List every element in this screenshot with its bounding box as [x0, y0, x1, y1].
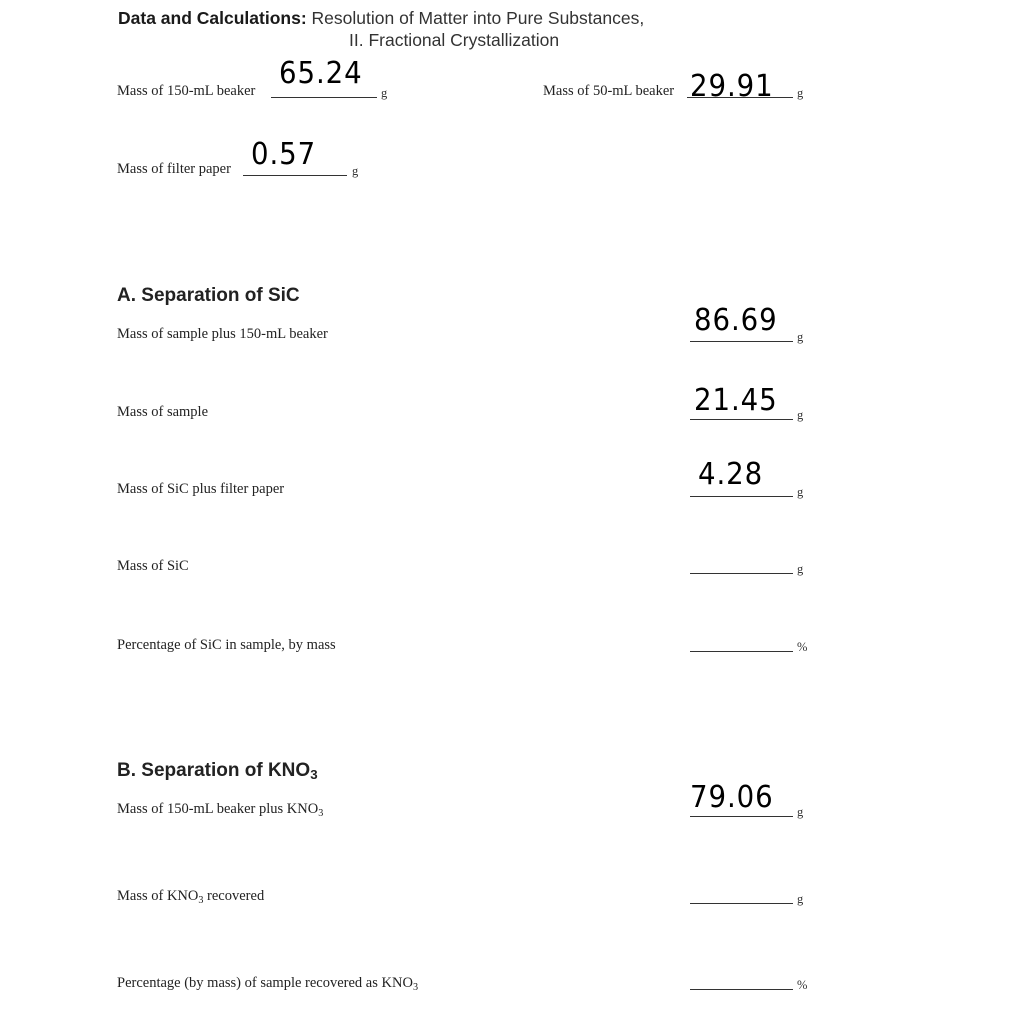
row-b2-line[interactable] — [690, 903, 793, 904]
section-b-title-sub: 3 — [310, 767, 318, 782]
row-a5-unit: % — [797, 640, 808, 654]
filter-line[interactable] — [243, 175, 347, 176]
row-a1-value[interactable]: 86.69 — [694, 303, 778, 338]
row-b1-unit: g — [797, 805, 804, 819]
beaker50-value[interactable]: 29.91 — [690, 69, 774, 104]
header-bold: Data and Calculations: — [118, 8, 307, 28]
row-a3-line[interactable] — [690, 496, 793, 497]
row-a4-unit: g — [797, 562, 804, 576]
row-b3-label — [117, 975, 418, 993]
beaker150-value[interactable]: 65.24 — [279, 56, 363, 91]
row-b2-unit: g — [797, 892, 804, 906]
row-b1-value[interactable]: 79.06 — [690, 780, 774, 815]
row-b3-label-sub: 3 — [412, 982, 418, 993]
beaker150-unit: g — [381, 86, 388, 100]
header-title: Resolution of Matter into Pure Substances, — [311, 8, 645, 28]
row-a1-line[interactable] — [690, 341, 793, 342]
section-b-title-text: B. Separation of KNO — [117, 760, 311, 781]
row-a2-line[interactable] — [690, 419, 793, 420]
row-a3-unit: g — [797, 485, 804, 499]
row-a2-unit: g — [797, 408, 804, 422]
header-subtitle: II. Fractional Crystallization — [349, 30, 560, 50]
page-header — [118, 6, 644, 30]
beaker50-label: Mass of 50-mL beaker — [543, 83, 675, 99]
row-a5-line[interactable] — [690, 651, 793, 652]
row-b3-unit: % — [797, 978, 808, 992]
row-a1-label: Mass of sample plus 150-mL beaker — [117, 326, 328, 342]
beaker150-line[interactable] — [271, 97, 377, 98]
row-b1-label-text: Mass of 150-mL beaker plus KNO — [117, 801, 319, 817]
beaker50-unit: g — [797, 86, 804, 100]
row-b1-label-sub: 3 — [318, 808, 324, 819]
filter-value[interactable]: 0.57 — [251, 137, 317, 172]
row-b1-line[interactable] — [690, 816, 793, 817]
row-b2-label — [117, 888, 264, 906]
row-a4-label: Mass of SiC — [117, 558, 189, 574]
row-b2-label-text: Mass of KNO — [117, 888, 199, 904]
row-b2-label-sub: 3 — [198, 895, 204, 906]
row-a2-value[interactable]: 21.45 — [694, 383, 778, 418]
section-a-title: A. Separation of SiC — [117, 285, 300, 306]
filter-label: Mass of filter paper — [117, 161, 231, 177]
row-a3-value[interactable]: 4.28 — [698, 457, 764, 492]
filter-unit: g — [352, 164, 359, 178]
row-b2-label-post: recovered — [203, 888, 265, 904]
row-a3-label: Mass of SiC plus filter paper — [117, 481, 285, 497]
row-a1-unit: g — [797, 330, 804, 344]
section-b-title — [117, 760, 318, 782]
row-a2-label: Mass of sample — [117, 404, 209, 420]
row-b1-label — [117, 801, 323, 819]
beaker150-label: Mass of 150-mL beaker — [117, 83, 256, 99]
row-a4-line[interactable] — [690, 573, 793, 574]
row-b3-line[interactable] — [690, 989, 793, 990]
row-a5-label: Percentage of SiC in sample, by mass — [117, 637, 336, 653]
row-b3-label-text: Percentage (by mass) of sample recovered as KNO — [117, 975, 413, 991]
